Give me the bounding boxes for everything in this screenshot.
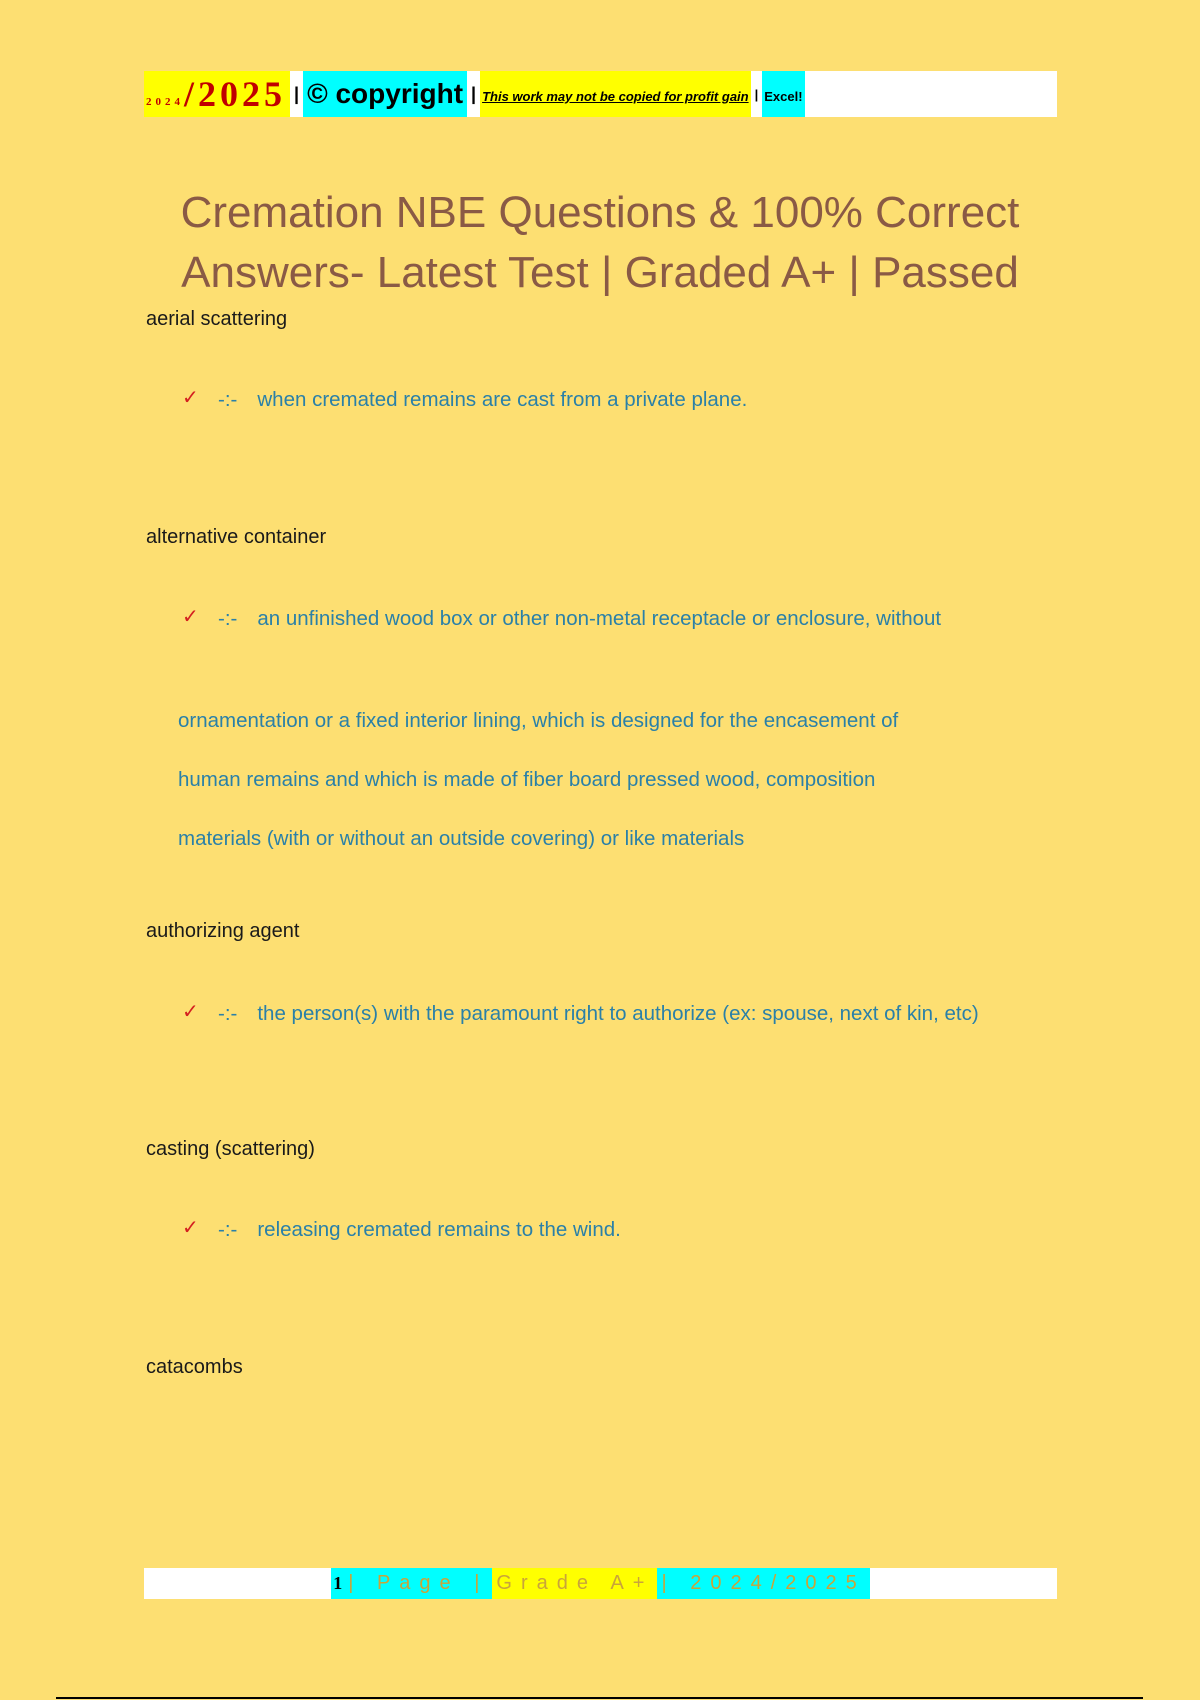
answer-marker: -:- — [218, 1218, 238, 1241]
checkmark-icon: ✓ — [182, 1001, 199, 1023]
title-line-1: Cremation NBE Questions & 100% Correct — [180, 188, 1020, 237]
header-warning: This work may not be copied for profit gain — [480, 71, 751, 117]
header-year — [144, 71, 290, 117]
page-footer — [144, 1568, 1057, 1599]
footer-year: | 2024/2025 — [657, 1568, 869, 1599]
checkmark-icon: ✓ — [182, 387, 199, 409]
header-separator: | — [754, 86, 759, 102]
answer-marker: -:- — [218, 388, 238, 411]
answer-text: releasing cremated remains to the wind. — [257, 1218, 621, 1241]
term-alternative-container: alternative container — [146, 526, 327, 548]
term-aerial-scattering: aerial scattering — [146, 308, 288, 330]
answer-text: human remains and which is made of fiber board pressed wood, composition — [178, 768, 876, 791]
term-catacombs: catacombs — [146, 1356, 243, 1378]
copyright-header — [144, 71, 1057, 117]
header-year-big: /2025 — [184, 74, 287, 114]
answer-text: materials (with or without an outside covering) or like materials — [178, 827, 745, 850]
page-bottom-rule — [56, 1697, 1143, 1699]
footer-grade: Grade A+ — [492, 1568, 657, 1599]
term-casting-scattering: casting (scattering) — [146, 1138, 315, 1160]
answer-marker: -:- — [218, 607, 238, 630]
answer-text: the person(s) with the paramount right to authorize (ex: spouse, next of kin, etc) — [257, 1002, 979, 1025]
page-number: 1 — [331, 1568, 344, 1599]
header-separator: | — [294, 83, 300, 104]
answer-marker: -:- — [218, 1002, 238, 1025]
page-label: | Page | — [344, 1568, 492, 1599]
header-excel: Excel! — [762, 71, 804, 117]
title-line-2: Answers- Latest Test | Graded A+ | Passed — [181, 248, 1019, 297]
answer-text: an unfinished wood box or other non-metal receptacle or enclosure, without — [257, 607, 942, 630]
answer-text: ornamentation or a fixed interior lining, which is designed for the encasement of — [178, 709, 899, 732]
answer-text: when cremated remains are cast from a private plane. — [257, 388, 748, 411]
header-copyright: © copyright — [303, 71, 467, 117]
document-title — [100, 183, 1100, 303]
term-authorizing-agent: authorizing agent — [146, 920, 300, 942]
header-year-small: 2024 — [146, 96, 184, 108]
checkmark-icon: ✓ — [182, 606, 199, 628]
checkmark-icon: ✓ — [182, 1217, 199, 1239]
header-separator: | — [471, 83, 477, 104]
